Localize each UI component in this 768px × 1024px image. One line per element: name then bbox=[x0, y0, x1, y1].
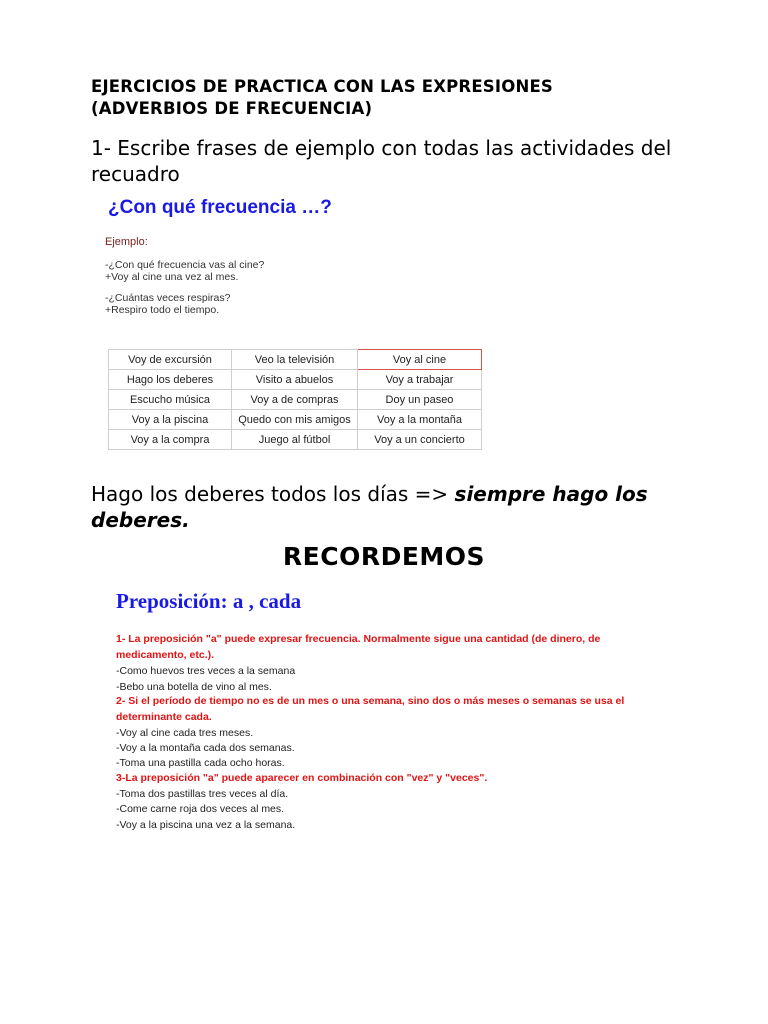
example-sentence bbox=[91, 481, 711, 533]
table-cell: Visito a abuelos bbox=[232, 370, 358, 390]
section-heading-recordemos: RECORDEMOS bbox=[282, 542, 486, 571]
table-cell: Voy a de compras bbox=[232, 390, 358, 410]
table-cell: Quedo con mis amigos bbox=[232, 410, 358, 430]
table-row bbox=[109, 350, 482, 370]
table-cell: Voy a la piscina bbox=[109, 410, 232, 430]
example-sentence-answer: siempre hago los deberes. bbox=[91, 482, 648, 532]
example-label: Ejemplo: bbox=[105, 236, 148, 248]
table-cell: Escucho música bbox=[109, 390, 232, 410]
title-line-2: (ADVERBIOS DE FRECUENCIA) bbox=[91, 99, 373, 118]
rule-3-example: -Come carne roja dos veces al mes. bbox=[116, 803, 285, 815]
table-cell: Voy de excursión bbox=[109, 350, 232, 370]
rule-3-example: -Toma dos pastillas tres veces al día. bbox=[116, 788, 289, 800]
table-cell-highlighted: Voy al cine bbox=[358, 350, 482, 370]
rule-2-example: -Toma una pastilla cada ocho horas. bbox=[116, 757, 285, 769]
rule-1-example: -Como huevos tres veces a la semana bbox=[116, 665, 296, 677]
table-row bbox=[109, 370, 482, 390]
table-cell: Voy a un concierto bbox=[358, 430, 482, 450]
preposition-title: Preposición: a , cada bbox=[116, 589, 302, 613]
rule-2-example: -Voy al cine cada tres meses. bbox=[116, 727, 254, 739]
rule-2: 2- Si el período de tiempo no es de un mes o una semana, sino dos o más meses o semanas se usa el determinante cada. bbox=[116, 695, 625, 723]
table-cell: Doy un paseo bbox=[358, 390, 482, 410]
frequency-question-title: ¿Con qué frecuencia …? bbox=[108, 197, 332, 218]
example-answer-2: +Respiro todo el tiempo. bbox=[105, 304, 220, 316]
frequency-exercise-image bbox=[100, 195, 490, 465]
table-row bbox=[109, 390, 482, 410]
rule-1-example: -Bebo una botella de vino al mes. bbox=[116, 681, 272, 693]
rule-3-example: -Voy a la piscina una vez a la semana. bbox=[116, 819, 296, 831]
preposition-explanation-image bbox=[112, 585, 672, 835]
rule-1: 1- La preposición "a" puede expresar frecuencia. Normalmente sigue una cantidad (de dinero, de medicamento, etc.). bbox=[116, 633, 601, 661]
example-question-1: -¿Con qué frecuencia vas al cine? bbox=[105, 259, 265, 271]
table-row bbox=[109, 430, 482, 450]
table-row bbox=[109, 410, 482, 430]
title-line-1: EJERCICIOS DE PRACTICA CON LAS EXPRESIONES bbox=[91, 77, 554, 96]
example-answer-1: +Voy al cine una vez al mes. bbox=[105, 271, 239, 283]
activity-table bbox=[108, 349, 482, 450]
table-cell: Veo la televisión bbox=[232, 350, 358, 370]
example-question-2: -¿Cuántas veces respiras? bbox=[105, 292, 231, 304]
example-sentence-text: Hago los deberes todos los días => bbox=[91, 482, 455, 506]
rule-2-example: -Voy a la montaña cada dos semanas. bbox=[116, 742, 295, 754]
table-cell: Voy a la montaña bbox=[358, 410, 482, 430]
table-cell: Voy a la compra bbox=[109, 430, 232, 450]
table-cell: Voy a trabajar bbox=[358, 370, 482, 390]
table-cell: Hago los deberes bbox=[109, 370, 232, 390]
exercise-instruction: 1- Escribe frases de ejemplo con todas las actividades del recuadro bbox=[91, 136, 672, 186]
rule-3: 3-La preposición "a" puede aparecer en combinación con "vez" y "veces". bbox=[116, 772, 488, 784]
page-title bbox=[91, 76, 691, 120]
table-cell: Juego al fútbol bbox=[232, 430, 358, 450]
